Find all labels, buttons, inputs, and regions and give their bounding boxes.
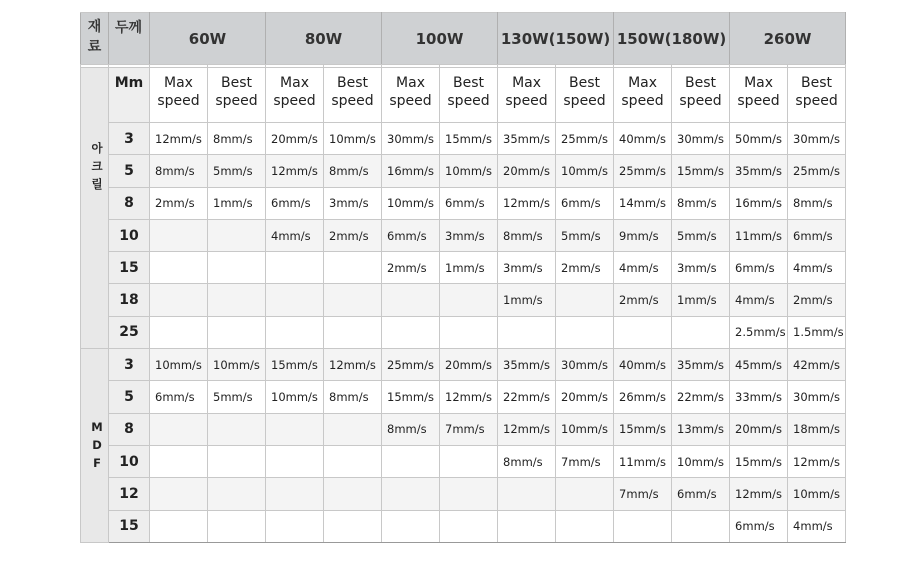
best-label-line1: Best bbox=[453, 75, 485, 91]
best-speed-cell: 6mm/s bbox=[440, 187, 498, 219]
max-speed-cell bbox=[266, 510, 324, 542]
table-row bbox=[81, 349, 846, 381]
thickness-cell: 15 bbox=[109, 510, 150, 542]
max-speed-cell bbox=[382, 478, 440, 510]
thickness-cell: 8 bbox=[109, 413, 150, 445]
max-speed-cell: 4mm/s bbox=[730, 284, 788, 316]
best-speed-cell bbox=[324, 478, 382, 510]
best-speed-cell: 12mm/s bbox=[440, 381, 498, 413]
max-label-line1: Max bbox=[744, 75, 774, 91]
best-label-line2: speed bbox=[795, 93, 838, 109]
best-speed-cell bbox=[440, 445, 498, 477]
material-name-char: 크 bbox=[91, 158, 103, 173]
max-speed-cell bbox=[382, 284, 440, 316]
power-header-60w: 60W bbox=[150, 13, 266, 65]
best-speed-cell: 30mm/s bbox=[788, 123, 846, 155]
max-speed-cell: 3mm/s bbox=[498, 252, 556, 284]
best-speed-cell bbox=[208, 413, 266, 445]
best-speed-cell: 42mm/s bbox=[788, 349, 846, 381]
thickness-cell: 10 bbox=[109, 445, 150, 477]
best-speed-cell bbox=[324, 316, 382, 348]
unit-header: Mm bbox=[109, 68, 150, 123]
material-header-char-1: 재 bbox=[87, 19, 102, 35]
table-row bbox=[81, 316, 846, 348]
max-speed-cell: 12mm/s bbox=[150, 123, 208, 155]
max-speed-cell: 2mm/s bbox=[614, 284, 672, 316]
max-label-line2: speed bbox=[273, 93, 316, 109]
table-row bbox=[81, 445, 846, 477]
best-speed-cell: 8mm/s bbox=[208, 123, 266, 155]
speed-label-row bbox=[81, 68, 846, 123]
thickness-header: 두께 bbox=[109, 13, 150, 65]
max-speed-cell: 33mm/s bbox=[730, 381, 788, 413]
best-speed-cell: 4mm/s bbox=[788, 510, 846, 542]
best-speed-cell bbox=[556, 510, 614, 542]
thickness-cell: 18 bbox=[109, 284, 150, 316]
best-speed-cell bbox=[208, 478, 266, 510]
max-speed-cell: 26mm/s bbox=[614, 381, 672, 413]
best-speed-header bbox=[556, 68, 614, 123]
best-speed-cell: 10mm/s bbox=[788, 478, 846, 510]
best-speed-cell: 6mm/s bbox=[556, 187, 614, 219]
best-speed-cell: 1.5mm/s bbox=[788, 316, 846, 348]
best-speed-cell: 5mm/s bbox=[672, 219, 730, 251]
best-speed-cell: 6mm/s bbox=[788, 219, 846, 251]
max-speed-cell: 40mm/s bbox=[614, 349, 672, 381]
material-column-top bbox=[81, 68, 109, 123]
best-speed-cell: 12mm/s bbox=[788, 445, 846, 477]
best-speed-cell: 3mm/s bbox=[324, 187, 382, 219]
max-speed-cell: 2.5mm/s bbox=[730, 316, 788, 348]
best-speed-cell: 1mm/s bbox=[672, 284, 730, 316]
best-label-line2: speed bbox=[563, 93, 606, 109]
material-header bbox=[81, 13, 109, 65]
max-speed-cell: 12mm/s bbox=[266, 155, 324, 187]
best-speed-cell bbox=[440, 284, 498, 316]
best-speed-cell bbox=[208, 219, 266, 251]
best-speed-cell: 10mm/s bbox=[208, 349, 266, 381]
best-speed-cell: 8mm/s bbox=[672, 187, 730, 219]
max-speed-cell: 35mm/s bbox=[730, 155, 788, 187]
best-label-line1: Best bbox=[801, 75, 833, 91]
max-speed-cell: 11mm/s bbox=[614, 445, 672, 477]
max-speed-cell bbox=[498, 510, 556, 542]
thickness-cell: 25 bbox=[109, 316, 150, 348]
max-speed-cell: 15mm/s bbox=[266, 349, 324, 381]
max-speed-cell: 15mm/s bbox=[614, 413, 672, 445]
best-speed-cell: 6mm/s bbox=[672, 478, 730, 510]
max-speed-cell: 10mm/s bbox=[266, 381, 324, 413]
max-speed-cell: 10mm/s bbox=[150, 349, 208, 381]
table-row bbox=[81, 478, 846, 510]
max-speed-header bbox=[382, 68, 440, 123]
max-speed-cell: 8mm/s bbox=[382, 413, 440, 445]
max-speed-cell: 6mm/s bbox=[382, 219, 440, 251]
material-name-char: D bbox=[92, 438, 102, 453]
best-speed-cell bbox=[324, 510, 382, 542]
material-name-char: 아 bbox=[91, 140, 103, 155]
best-speed-cell: 1mm/s bbox=[208, 187, 266, 219]
table-row bbox=[81, 381, 846, 413]
max-speed-cell: 30mm/s bbox=[382, 123, 440, 155]
max-label-line2: speed bbox=[621, 93, 664, 109]
max-speed-header bbox=[150, 68, 208, 123]
thickness-cell: 8 bbox=[109, 187, 150, 219]
thickness-cell: 12 bbox=[109, 478, 150, 510]
max-speed-cell: 40mm/s bbox=[614, 123, 672, 155]
max-speed-cell bbox=[266, 252, 324, 284]
max-speed-cell: 2mm/s bbox=[150, 187, 208, 219]
max-label-line1: Max bbox=[164, 75, 193, 91]
best-label-line1: Best bbox=[221, 75, 253, 91]
max-speed-cell bbox=[382, 445, 440, 477]
best-speed-cell bbox=[324, 252, 382, 284]
max-speed-cell: 25mm/s bbox=[382, 349, 440, 381]
best-label-line2: speed bbox=[447, 93, 490, 109]
best-label-line1: Best bbox=[685, 75, 717, 91]
max-speed-cell: 12mm/s bbox=[730, 478, 788, 510]
best-speed-cell: 10mm/s bbox=[672, 445, 730, 477]
best-speed-cell: 15mm/s bbox=[672, 155, 730, 187]
max-speed-cell: 2mm/s bbox=[382, 252, 440, 284]
max-speed-cell: 9mm/s bbox=[614, 219, 672, 251]
max-speed-cell bbox=[382, 316, 440, 348]
max-speed-cell: 11mm/s bbox=[730, 219, 788, 251]
max-speed-cell: 16mm/s bbox=[382, 155, 440, 187]
max-speed-cell bbox=[266, 413, 324, 445]
best-speed-header bbox=[324, 68, 382, 123]
max-speed-header bbox=[266, 68, 324, 123]
power-header-260w: 260W bbox=[730, 13, 846, 65]
best-speed-cell: 8mm/s bbox=[324, 381, 382, 413]
best-label-line1: Best bbox=[337, 75, 369, 91]
max-speed-cell: 22mm/s bbox=[498, 381, 556, 413]
best-speed-cell bbox=[556, 284, 614, 316]
max-speed-cell: 35mm/s bbox=[498, 349, 556, 381]
max-speed-cell bbox=[614, 316, 672, 348]
max-speed-cell: 6mm/s bbox=[266, 187, 324, 219]
max-speed-cell: 1mm/s bbox=[498, 284, 556, 316]
best-speed-cell bbox=[672, 316, 730, 348]
best-speed-cell: 5mm/s bbox=[208, 381, 266, 413]
max-speed-cell: 35mm/s bbox=[498, 123, 556, 155]
thickness-cell: 3 bbox=[109, 123, 150, 155]
best-speed-cell: 4mm/s bbox=[788, 252, 846, 284]
best-speed-cell: 30mm/s bbox=[672, 123, 730, 155]
max-label-line2: speed bbox=[737, 93, 780, 109]
max-speed-cell: 20mm/s bbox=[498, 155, 556, 187]
max-speed-cell: 15mm/s bbox=[382, 381, 440, 413]
max-speed-cell: 8mm/s bbox=[150, 155, 208, 187]
max-speed-cell bbox=[266, 316, 324, 348]
best-speed-cell: 22mm/s bbox=[672, 381, 730, 413]
max-speed-cell: 4mm/s bbox=[614, 252, 672, 284]
table-row bbox=[81, 252, 846, 284]
max-speed-cell bbox=[266, 445, 324, 477]
best-speed-cell: 10mm/s bbox=[556, 155, 614, 187]
max-speed-cell: 8mm/s bbox=[498, 219, 556, 251]
max-speed-cell: 20mm/s bbox=[266, 123, 324, 155]
max-speed-cell bbox=[150, 219, 208, 251]
best-speed-cell bbox=[440, 316, 498, 348]
best-speed-cell: 1mm/s bbox=[440, 252, 498, 284]
max-speed-cell bbox=[266, 478, 324, 510]
best-speed-cell: 30mm/s bbox=[556, 349, 614, 381]
max-speed-cell: 4mm/s bbox=[266, 219, 324, 251]
best-speed-cell: 8mm/s bbox=[324, 155, 382, 187]
best-speed-cell: 3mm/s bbox=[672, 252, 730, 284]
power-header-150w: 150W(180W) bbox=[614, 13, 730, 65]
max-speed-cell bbox=[498, 316, 556, 348]
best-speed-cell bbox=[440, 478, 498, 510]
material-name bbox=[81, 349, 109, 543]
max-speed-cell bbox=[150, 510, 208, 542]
max-speed-cell: 7mm/s bbox=[614, 478, 672, 510]
power-header-100w: 100W bbox=[382, 13, 498, 65]
max-speed-header bbox=[498, 68, 556, 123]
best-speed-header bbox=[440, 68, 498, 123]
max-speed-cell: 8mm/s bbox=[498, 445, 556, 477]
max-label-line1: Max bbox=[396, 75, 425, 91]
thickness-cell: 10 bbox=[109, 219, 150, 251]
best-speed-cell: 7mm/s bbox=[556, 445, 614, 477]
best-speed-cell: 2mm/s bbox=[788, 284, 846, 316]
max-speed-cell bbox=[150, 316, 208, 348]
thickness-cell: 3 bbox=[109, 349, 150, 381]
max-speed-cell: 12mm/s bbox=[498, 187, 556, 219]
max-speed-cell bbox=[150, 284, 208, 316]
best-speed-cell bbox=[556, 316, 614, 348]
table-row bbox=[81, 219, 846, 251]
material-name-char: F bbox=[93, 456, 101, 471]
max-speed-cell: 15mm/s bbox=[730, 445, 788, 477]
best-label-line1: Best bbox=[569, 75, 601, 91]
best-speed-cell: 20mm/s bbox=[440, 349, 498, 381]
material-header-char-2: 료 bbox=[87, 39, 102, 55]
best-speed-cell: 30mm/s bbox=[788, 381, 846, 413]
best-speed-cell bbox=[208, 316, 266, 348]
best-speed-cell bbox=[208, 252, 266, 284]
material-name-char: 릴 bbox=[91, 176, 103, 191]
max-speed-cell bbox=[266, 284, 324, 316]
best-speed-cell: 10mm/s bbox=[556, 413, 614, 445]
max-speed-cell bbox=[150, 252, 208, 284]
best-speed-cell bbox=[440, 510, 498, 542]
best-speed-cell: 25mm/s bbox=[556, 123, 614, 155]
best-speed-cell: 3mm/s bbox=[440, 219, 498, 251]
best-speed-cell: 13mm/s bbox=[672, 413, 730, 445]
best-speed-cell: 2mm/s bbox=[324, 219, 382, 251]
max-speed-cell: 10mm/s bbox=[382, 187, 440, 219]
max-label-line1: Max bbox=[280, 75, 309, 91]
max-label-line1: Max bbox=[628, 75, 658, 91]
best-speed-cell bbox=[324, 284, 382, 316]
best-speed-cell: 10mm/s bbox=[440, 155, 498, 187]
max-speed-cell: 6mm/s bbox=[150, 381, 208, 413]
best-speed-cell bbox=[324, 445, 382, 477]
best-speed-cell: 18mm/s bbox=[788, 413, 846, 445]
max-speed-cell bbox=[150, 478, 208, 510]
best-speed-cell: 2mm/s bbox=[556, 252, 614, 284]
max-speed-cell: 6mm/s bbox=[730, 510, 788, 542]
power-header-130w: 130W(150W) bbox=[498, 13, 614, 65]
max-speed-cell bbox=[382, 510, 440, 542]
table-row bbox=[81, 510, 846, 542]
best-speed-cell bbox=[324, 413, 382, 445]
power-header-80w: 80W bbox=[266, 13, 382, 65]
max-label-line2: speed bbox=[505, 93, 548, 109]
thickness-cell: 5 bbox=[109, 155, 150, 187]
best-speed-cell: 15mm/s bbox=[440, 123, 498, 155]
max-speed-cell bbox=[150, 445, 208, 477]
table-row bbox=[81, 155, 846, 187]
max-label-line1: Max bbox=[512, 75, 542, 91]
best-speed-cell: 12mm/s bbox=[324, 349, 382, 381]
material-name-char: M bbox=[91, 420, 103, 435]
best-speed-cell: 7mm/s bbox=[440, 413, 498, 445]
max-speed-cell: 50mm/s bbox=[730, 123, 788, 155]
max-speed-header bbox=[614, 68, 672, 123]
max-speed-cell: 14mm/s bbox=[614, 187, 672, 219]
best-speed-header bbox=[672, 68, 730, 123]
max-speed-cell: 45mm/s bbox=[730, 349, 788, 381]
max-label-line2: speed bbox=[389, 93, 432, 109]
best-speed-header bbox=[208, 68, 266, 123]
best-label-line2: speed bbox=[215, 93, 258, 109]
best-speed-cell bbox=[208, 284, 266, 316]
best-speed-cell bbox=[672, 510, 730, 542]
best-speed-cell: 5mm/s bbox=[208, 155, 266, 187]
best-speed-cell: 10mm/s bbox=[324, 123, 382, 155]
best-speed-cell bbox=[208, 445, 266, 477]
best-speed-cell: 8mm/s bbox=[788, 187, 846, 219]
max-speed-cell bbox=[614, 510, 672, 542]
max-speed-header bbox=[730, 68, 788, 123]
max-speed-cell: 12mm/s bbox=[498, 413, 556, 445]
power-header-row bbox=[81, 13, 846, 65]
max-speed-cell: 20mm/s bbox=[730, 413, 788, 445]
table-row bbox=[81, 284, 846, 316]
best-speed-cell: 5mm/s bbox=[556, 219, 614, 251]
best-speed-cell: 20mm/s bbox=[556, 381, 614, 413]
max-label-line2: speed bbox=[157, 93, 200, 109]
best-speed-cell bbox=[208, 510, 266, 542]
best-speed-cell bbox=[556, 478, 614, 510]
thickness-cell: 5 bbox=[109, 381, 150, 413]
max-speed-cell bbox=[498, 478, 556, 510]
best-speed-cell: 25mm/s bbox=[788, 155, 846, 187]
max-speed-cell: 6mm/s bbox=[730, 252, 788, 284]
table-row bbox=[81, 413, 846, 445]
material-name bbox=[81, 123, 109, 349]
laser-speed-table bbox=[80, 12, 846, 543]
table-row bbox=[81, 123, 846, 155]
best-speed-header bbox=[788, 68, 846, 123]
table-row bbox=[81, 187, 846, 219]
best-speed-cell: 35mm/s bbox=[672, 349, 730, 381]
max-speed-cell: 16mm/s bbox=[730, 187, 788, 219]
best-label-line2: speed bbox=[679, 93, 722, 109]
thickness-cell: 15 bbox=[109, 252, 150, 284]
max-speed-cell bbox=[150, 413, 208, 445]
max-speed-cell: 25mm/s bbox=[614, 155, 672, 187]
best-label-line2: speed bbox=[331, 93, 374, 109]
